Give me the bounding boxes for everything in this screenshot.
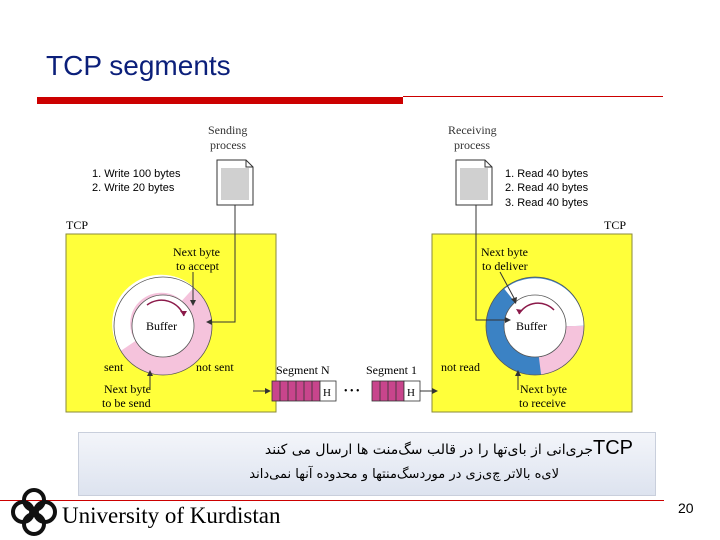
segments-ellipsis: • • • [344,386,360,397]
sender-not-sent-label: not sent [196,360,234,374]
sender-next-send-2: to be send [102,396,151,410]
receiving-process-label-2: process [454,138,490,152]
sender-buffer-label: Buffer [146,319,178,333]
receiver-op-2: 2. Read 40 bytes [505,182,589,194]
sending-process-label-2: process [210,138,246,152]
sending-process-document-icon [217,160,253,205]
sender-sent-label: sent [104,360,124,374]
caption-line-1-text: جری‌انی از بای‌تها را در قالب سگ‌منت ها ارسال می کنند [264,442,593,458]
sender-op-2: 2. Write 20 bytes [92,182,175,194]
segment-n-header: H [323,387,331,399]
receiver-buffer-label: Buffer [516,319,548,333]
sender-next-send-1: Next byte [104,382,151,396]
segment-n-label: Segment N [276,363,330,377]
slide-number: 20 [678,500,694,516]
receiver-next-recv-2: to receive [519,396,566,410]
receiver-op-3: 3. Read 40 bytes [505,197,589,209]
receiver-next-deliver-1: Next byte [481,245,528,259]
sender-next-accept-2: to accept [176,259,219,273]
receiver-op-1: 1. Read 40 bytes [505,168,589,180]
sender-next-accept-1: Next byte [173,245,220,259]
receiving-process-label-1: Receiving [448,123,497,137]
caption-line-1 [265,437,633,460]
university-name: University of Kurdistan [62,503,281,528]
university-logo-icon [6,478,62,540]
persian-caption-box [78,432,656,496]
receiving-process-document-icon [456,160,492,205]
segment-1-label: Segment 1 [366,363,417,377]
caption-line-2: لای‌ه بالاتر چ‌ی‌زی در مورد‌سگ‌منتها و محدوده آنها نمی‌داند [249,467,559,482]
sender-op-1: 1. Write 100 bytes [92,168,181,180]
slide-title: TCP segments [46,50,231,81]
sender-tcp-label: TCP [66,218,89,232]
receiver-next-recv-1: Next byte [520,382,567,396]
receiver-next-deliver-2: to deliver [482,259,528,273]
caption-tcp-word: TCP [593,437,633,459]
sending-process-label-1: Sending [208,123,248,137]
footer-rule [0,500,664,501]
segment-1-header: H [407,387,415,399]
receiver-not-read-label: not read [441,360,480,374]
receiver-tcp-label: TCP [604,218,627,232]
